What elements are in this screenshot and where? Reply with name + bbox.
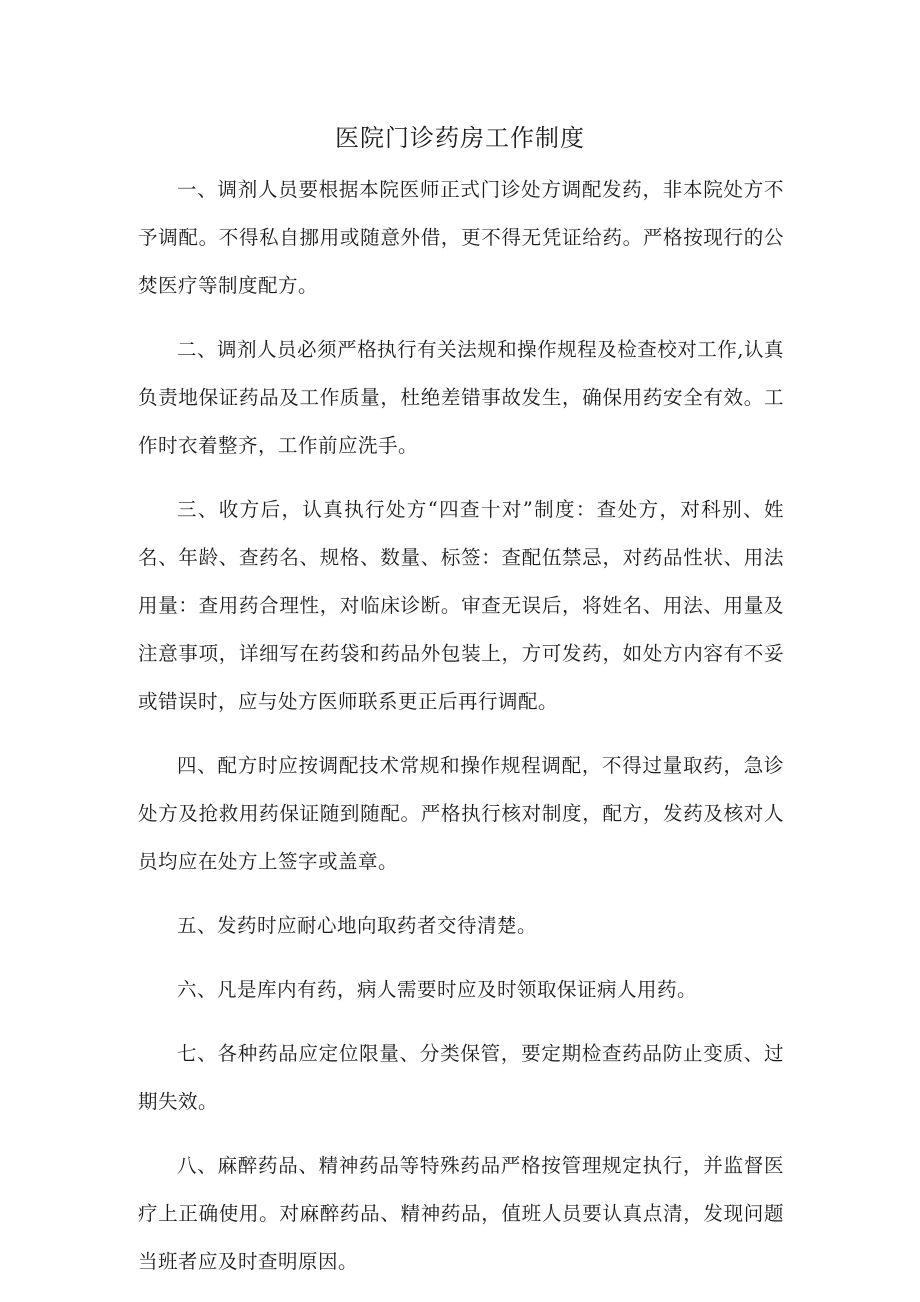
- rule-paragraph-4: 四、配方时应按调配技术常规和操作规程调配，不得过量取药，急诊处方及抢救用药保证随到随配。严格执行核对制度，配方，发药及核对人员均应在处方上签字或盖章。: [138, 754, 784, 873]
- document-title: 医院门诊药房工作制度: [335, 124, 585, 152]
- rule-paragraph-3: 三、收方后，认真执行处方“四查十对”制度：查处方，对科别、姓名、年龄、查药名、规格、数量、标签：查配伍禁忌，对药品性状、用法用量：查用药合理性，对临床诊断。审查无误后，将姓名、用法、用量及注意事项，详细写在药袋和药品外包装上，方可发药，如处方内容有不妥或错误时，应与处方医师联系更正后再行调配。: [138, 498, 784, 713]
- rule-paragraph-5: 五、发药时应耐心地向取药者交待清楚。: [177, 914, 538, 937]
- rule-paragraph-7: 七、各种药品应定位限量、分类保管，要定期检查药品防止变质、过期失效。: [138, 1042, 784, 1113]
- rule-paragraph-1: 一、调剂人员要根据本院医师正式门诊处方调配发药，非本院处方不予调配。不得私自挪用或随意外借，更不得无凭证给药。严格按现行的公焚医疗等制度配方。: [138, 178, 784, 297]
- document-body: [138, 166, 784, 1302]
- rule-paragraph-6: 六、凡是库内有药，病人需要时应及时领取保证病人用药。: [177, 978, 698, 1001]
- rule-paragraph-8: 八、麻醉药品、精神药品等特殊药品严格按管理规定执行，并监督医疗上正确使用。对麻醉药品、精神药品，值班人员要认真点清，发现问题当班者应及时查明原因。: [138, 1154, 784, 1273]
- rule-paragraph-2: 二、调剂人员必须严格执行有关法规和操作规程及检查校对工作,认真负责地保证药品及工作质量，杜绝差错事故发生，确保用药安全有效。工作时衣着整齐，工作前应洗手。: [138, 338, 784, 457]
